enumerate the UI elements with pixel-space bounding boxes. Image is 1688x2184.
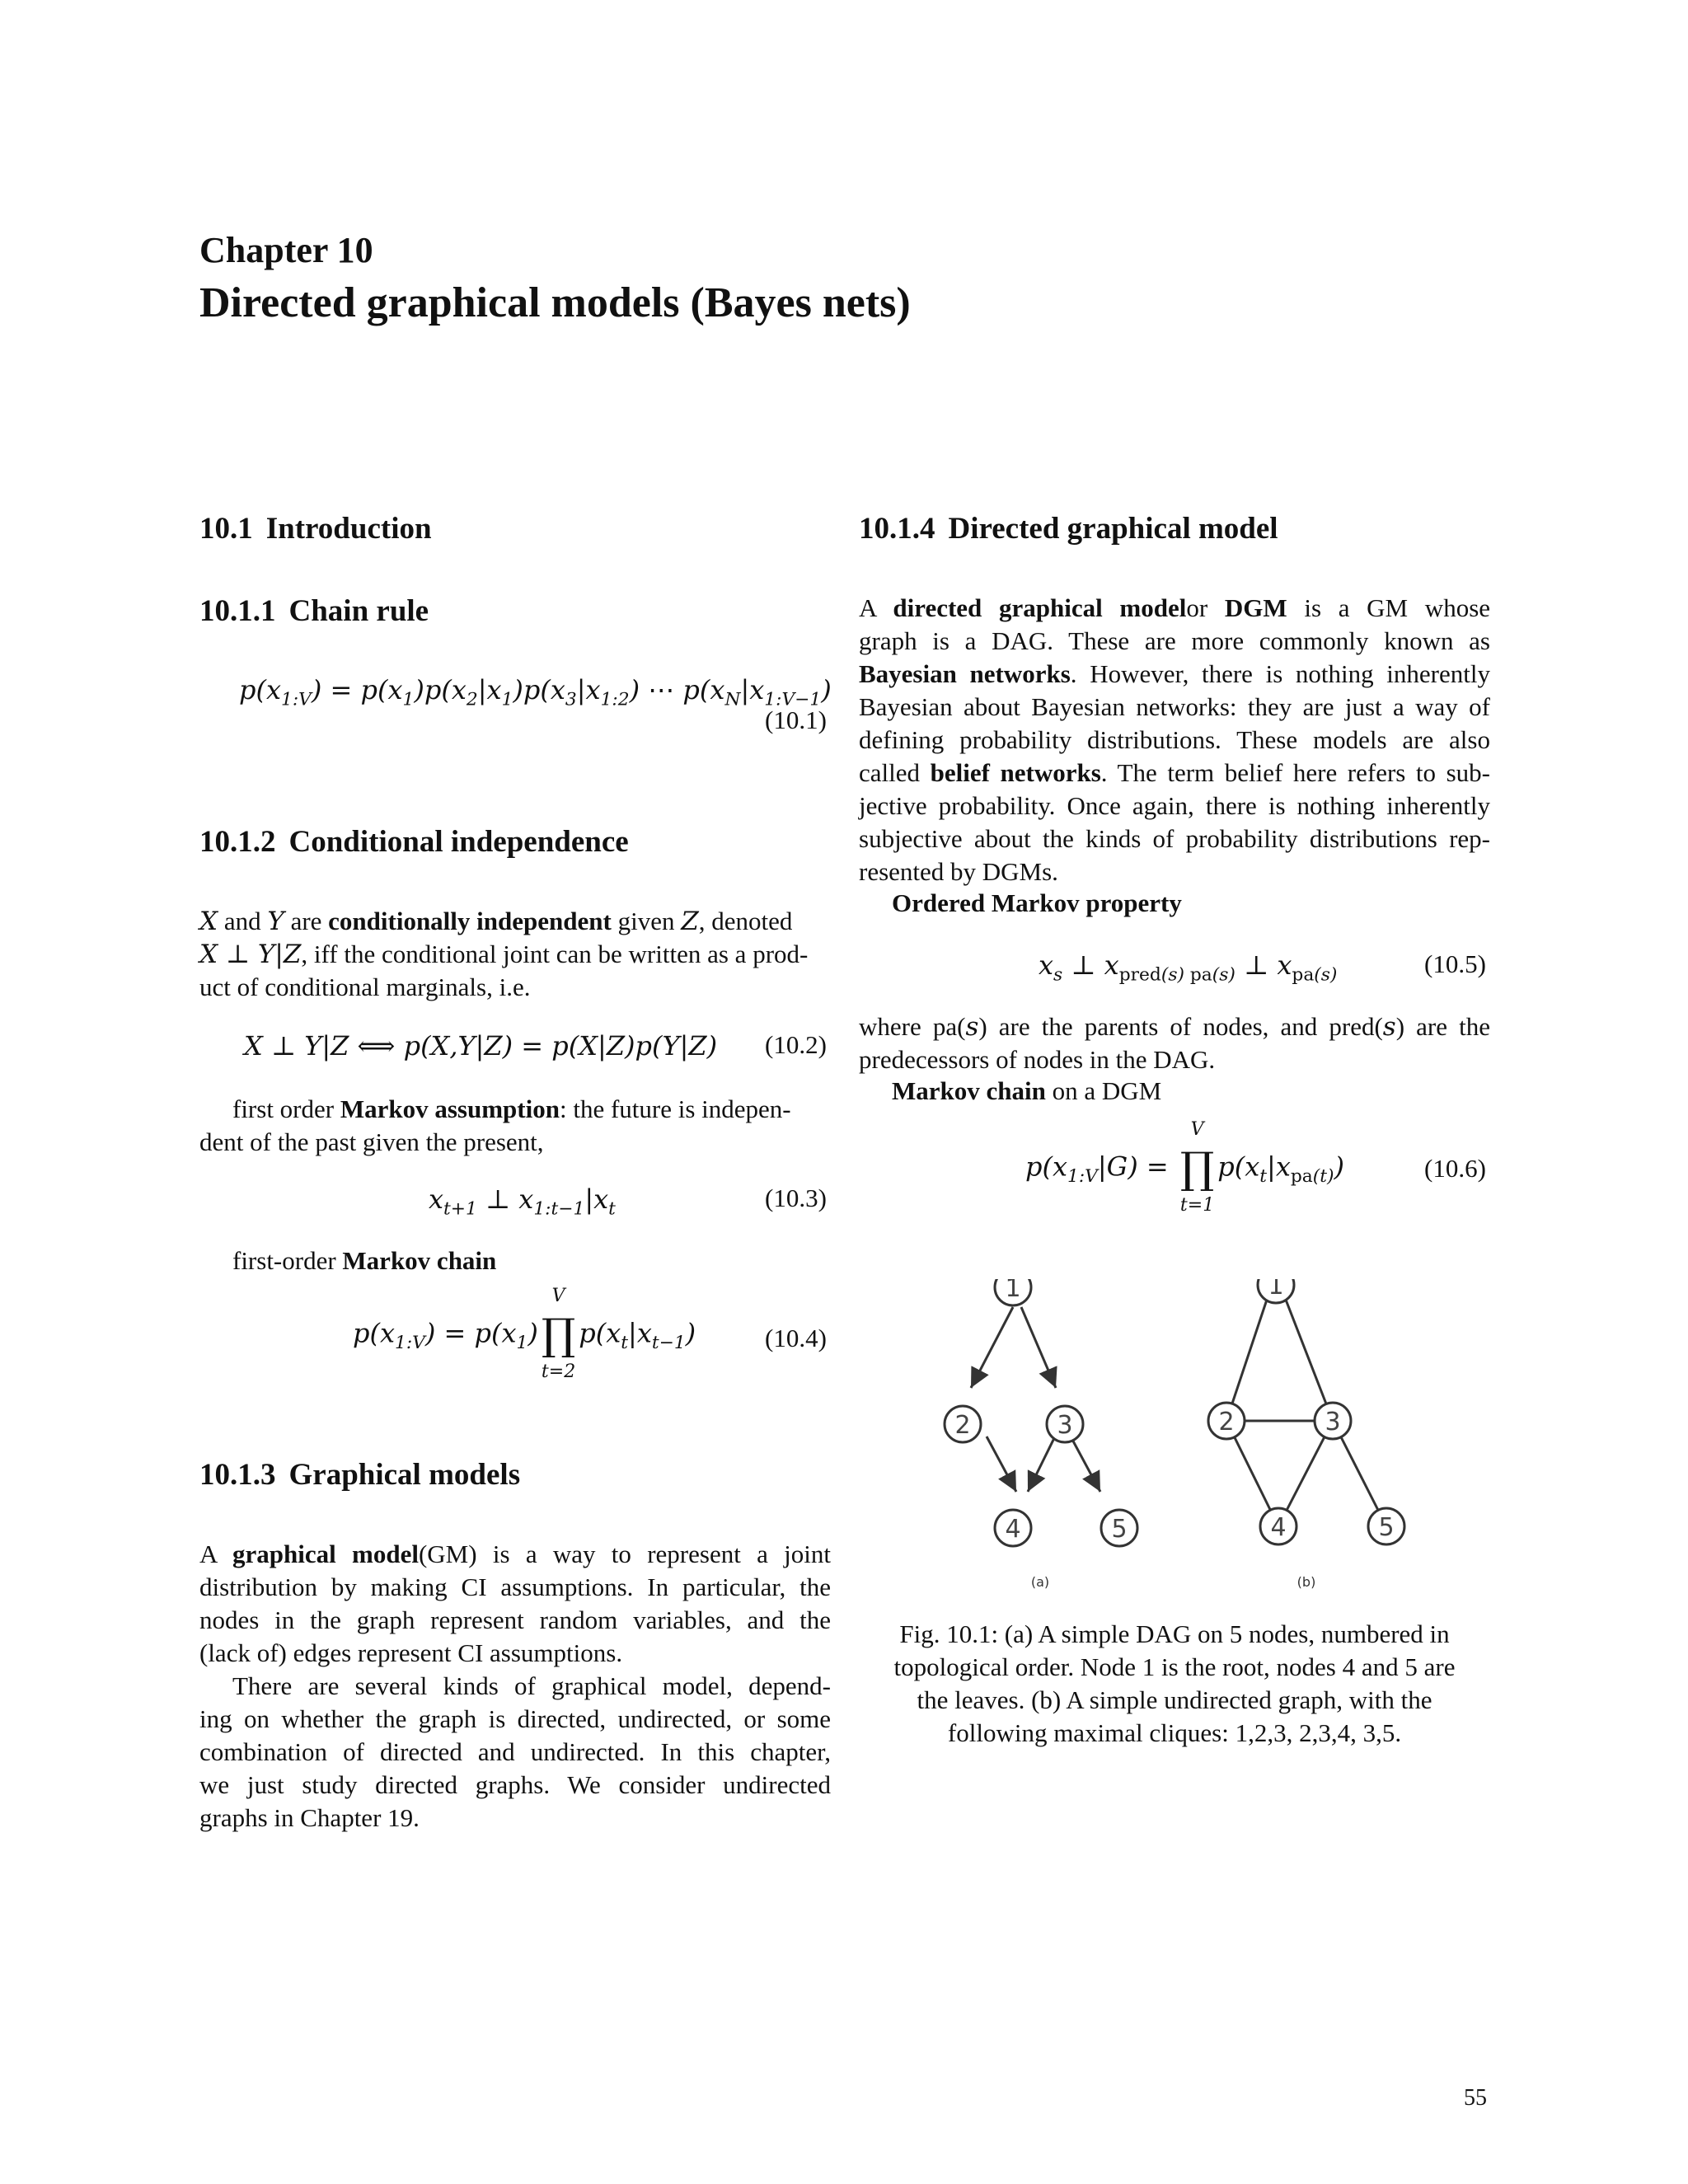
svg-text:2: 2 xyxy=(954,1411,971,1440)
equation-number-10-6: (10.6) xyxy=(1424,1154,1486,1183)
equation-number-10-1: (10.1) xyxy=(765,705,827,734)
section-heading-10-1-1: 10.1.1 Chain rule xyxy=(199,594,429,628)
svg-text:4: 4 xyxy=(1005,1515,1021,1544)
edge-b-1-2 xyxy=(1226,1285,1272,1421)
node-b-4 xyxy=(1260,1508,1296,1544)
equation-10-6: $p(x_{1:V}|G)$ = ∏ V t=1 $p(x_t|x_{pa(t)})$ xyxy=(1025,1119,1344,1216)
ordered-markov-heading: Ordered Markov property xyxy=(892,888,1182,917)
node-a-5 xyxy=(1101,1510,1137,1546)
node-a-3 xyxy=(1047,1406,1083,1442)
svg-text:5: 5 xyxy=(1111,1515,1128,1544)
graph-b-label: (b) xyxy=(1296,1574,1316,1590)
node-a-1 xyxy=(995,1279,1031,1305)
where-paragraph: where pa(s) are the parents of nodes, and pred(s) are the predecessors of nodes in the DAG. xyxy=(859,1012,1490,1074)
equation-10-1: $p(x_{1:V}) = p(x_1)p(x_2|x_1)p(x_3|x_{1:2})$ ⋯ $p(x_N|x_{1:V-1})$ xyxy=(239,674,832,710)
edge-a-3-5 xyxy=(1071,1436,1100,1492)
node-a-4 xyxy=(995,1510,1031,1546)
equation-10-4: $p(x_{1:V})$ = $p(x_1)\prod$ V t=2 $p(x_t|x_{t-1})$ xyxy=(353,1286,696,1382)
graph-b-edges xyxy=(1226,1285,1386,1526)
dgm-paragraph: A directed graphical modelor DGM is a GM whose graph is a DAG. These are more commonly known as Bayesian networks. However, there is nothing inherently Bayesian about Bayesian networks: they are just a way of defining probability distributions. These models are also called belief networks. The term belief here refers to sub- jective probability. Once again, there is nothing inherently subjective about the kinds of probability distributions rep- resented by DGMs. xyxy=(859,593,1491,886)
edge-a-1-2 xyxy=(971,1307,1013,1388)
svg-text:5: 5 xyxy=(1378,1513,1395,1542)
edge-a-2-4 xyxy=(987,1436,1016,1492)
figure-caption: Fig. 10.1: (a) A simple DAG on 5 nodes, numbered in topological order. Node 1 is the root, nodes 4 and 5 are the leaves. (b) A simple undirected graph, with the following maximal cliques: 1,2,3, 2,3,4, 3,5. xyxy=(893,1619,1456,1747)
svg-text:3: 3 xyxy=(1057,1411,1073,1440)
graph-a-label: (a) xyxy=(1030,1574,1050,1590)
equation-10-3: $x_{t+1}$ ⊥ $x_{1:t-1}|x_t$ xyxy=(429,1183,616,1220)
equation-10-5: $x_s$ ⊥ $x_{pred(s) pa(s)}$ ⊥ $x_{pa(s)}$ xyxy=(1039,949,1338,986)
gm-paragraph-1: A graphical model(GM) is a way to represent a joint distribution by making CI assumptions. In particular, the nodes in the graph represent random variables, and the (lack of) edges represent CI assumptions. xyxy=(199,1540,831,1667)
node-b-1 xyxy=(1258,1279,1294,1303)
node-b-5 xyxy=(1368,1508,1404,1544)
equation-number-10-3: (10.3) xyxy=(765,1183,827,1212)
equation-number-10-4: (10.4) xyxy=(765,1324,827,1352)
svg-text:2: 2 xyxy=(1218,1408,1235,1436)
section-heading-10-1: 10.1 Introduction xyxy=(199,512,432,546)
markov-assumption-paragraph: first order Markov assumption: the future is indepen- dent of the past given the present, xyxy=(199,1094,791,1156)
svg-text:3: 3 xyxy=(1325,1408,1341,1436)
chapter-label: Chapter 10 xyxy=(199,230,373,270)
node-b-2 xyxy=(1208,1403,1245,1439)
equation-number-10-5: (10.5) xyxy=(1424,949,1486,978)
equation-number-10-2: (10.2) xyxy=(765,1030,827,1059)
node-b-3 xyxy=(1315,1403,1351,1439)
section-heading-10-1-3: 10.1.3 Graphical models xyxy=(199,1458,521,1492)
page-number: 55 xyxy=(1464,2085,1487,2111)
graph-a-nodes xyxy=(945,1279,1137,1546)
edge-a-1-3 xyxy=(1021,1307,1056,1388)
section-heading-10-1-4: 10.1.4 Directed graphical model xyxy=(859,512,1278,546)
graph-a-edges xyxy=(971,1307,1100,1492)
svg-text:4: 4 xyxy=(1270,1513,1287,1542)
svg-text:1: 1 xyxy=(1005,1279,1021,1303)
chapter-title: Directed graphical models (Bayes nets) xyxy=(199,279,911,326)
markov-chain-label: first-order Markov chain xyxy=(232,1246,497,1275)
edge-a-3-4 xyxy=(1028,1436,1055,1492)
edge-b-1-3 xyxy=(1280,1285,1333,1421)
markov-chain-dgm-label: Markov chain on a DGM xyxy=(892,1076,1162,1105)
figure-graphs xyxy=(898,1279,1426,1601)
gm-paragraph-2: There are several kinds of graphical model, depend- ing on whether the graph is directed, undirected, or some combination of directed and undirected. In this chapter, we just study directed graphs. We consider undirected graphs in Chapter 19. xyxy=(199,1671,831,1832)
figure-10-1 xyxy=(898,1279,1426,1601)
node-a-2 xyxy=(945,1406,981,1442)
svg-text:1: 1 xyxy=(1268,1279,1284,1301)
equation-10-2: X ⊥ Y|Z ⟺ p(X,Y|Z) = p(X|Z)p(Y|Z) xyxy=(244,1030,718,1062)
ci-paragraph: X and Y are conditionally independent given Z, denoted X ⊥ Y|Z, iff the conditional joint can be written as a prod- uct of conditional marginals, i.e. xyxy=(199,907,809,1001)
section-heading-10-1-2: 10.1.2 Conditional independence xyxy=(199,825,629,859)
